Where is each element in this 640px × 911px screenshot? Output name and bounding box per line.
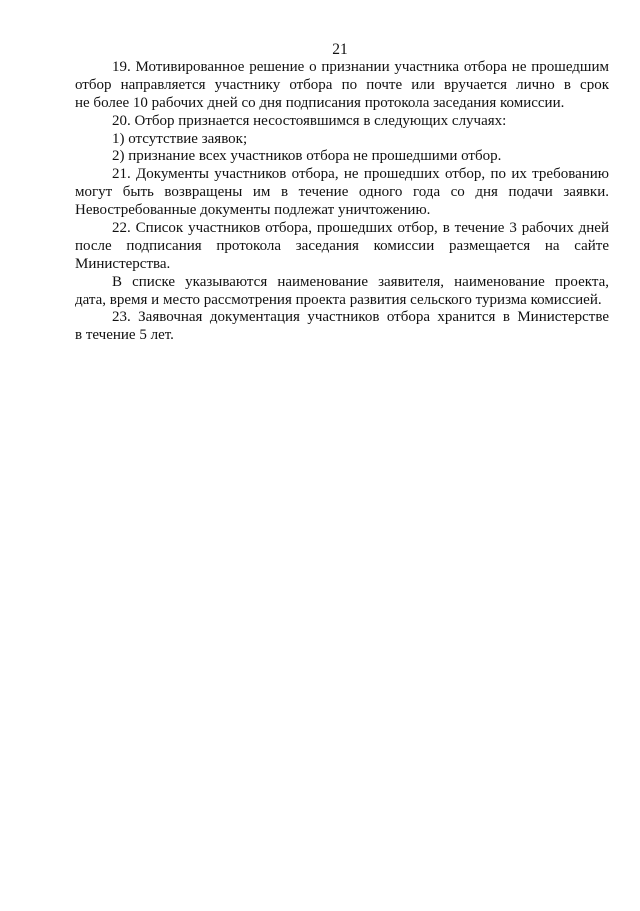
text-line: не более 10 рабочих дней со дня подписания протокола заседания комиссии. — [75, 94, 565, 111]
text-line: могут быть возвращены им в течение одного года со дня подачи заявки. — [75, 184, 609, 201]
page-number: 21 — [332, 41, 348, 58]
text-line: Невостребованные документы подлежат уничтожению. — [75, 202, 431, 219]
text-line: 23. Заявочная документация участников отбора хранится в Министерстве — [112, 309, 609, 326]
document-body — [75, 59, 609, 345]
text-line: дата, время и место рассмотрения проекта развития сельского туризма комиссией. — [75, 291, 602, 308]
text-line: 2) признание всех участников отбора не прошедшими отбор. — [112, 148, 502, 165]
text-line: отбор направляется участнику отбора по почте или вручается лично в срок — [75, 76, 609, 93]
text-line: в течение 5 лет. — [75, 327, 174, 344]
text-line: 19. Мотивированное решение о признании участника отбора не прошедшим — [112, 59, 609, 75]
text-line: 20. Отбор признается несостоявшимся в следующих случаях: — [112, 112, 507, 129]
text-line: 21. Документы участников отбора, не прошедших отбор, по их требованию — [112, 166, 609, 183]
text-line: Министерства. — [75, 255, 171, 272]
text-line: 1) отсутствие заявок; — [112, 130, 248, 147]
text-line: 22. Список участников отбора, прошедших отбор, в течение 3 рабочих дней — [112, 220, 609, 237]
text-line: после подписания протокола заседания комиссии размещается на сайте — [75, 237, 609, 254]
text-line: В списке указываются наименование заявителя, наименование проекта, — [112, 273, 609, 290]
